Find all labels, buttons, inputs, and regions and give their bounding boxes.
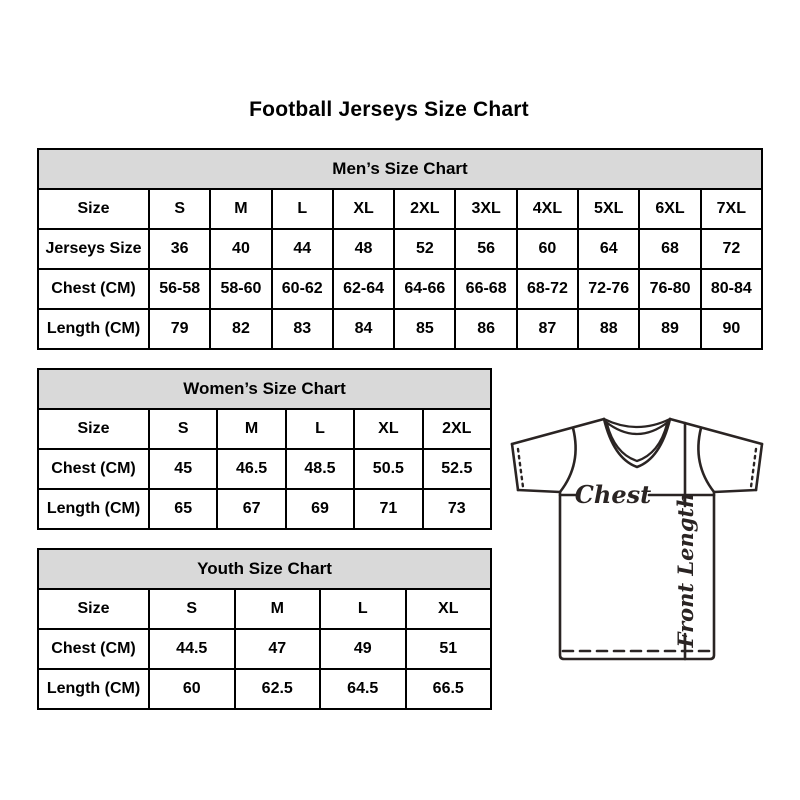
size-cell: XL: [354, 409, 422, 449]
size-cell: 52: [394, 229, 455, 269]
size-cell: 44: [272, 229, 333, 269]
size-cell: 45: [149, 449, 217, 489]
size-cell: M: [235, 589, 321, 629]
size-cell: 89: [639, 309, 700, 349]
size-cell: 49: [320, 629, 406, 669]
size-cell: S: [149, 189, 210, 229]
size-cell: 66-68: [455, 269, 516, 309]
row-label: Chest (CM): [38, 449, 149, 489]
page-title: Football Jerseys Size Chart: [249, 98, 529, 121]
size-cell: 71: [354, 489, 422, 529]
left-cuff-stitch: [518, 449, 523, 487]
size-cell: 7XL: [701, 189, 762, 229]
size-cell: S: [149, 589, 235, 629]
front-length-label: Front Length: [673, 492, 698, 648]
size-cell: 88: [578, 309, 639, 349]
size-cell: XL: [333, 189, 394, 229]
size-cell: 64: [578, 229, 639, 269]
table-row: [38, 269, 762, 309]
size-cell: 80-84: [701, 269, 762, 309]
row-label: Jerseys Size: [38, 229, 149, 269]
size-cell: L: [286, 409, 354, 449]
size-cell: 87: [517, 309, 578, 349]
jersey-outline-icon: [512, 419, 762, 659]
table-row: [38, 449, 491, 489]
size-cell: 48: [333, 229, 394, 269]
size-cell: 60-62: [272, 269, 333, 309]
mens-size-table: [37, 148, 763, 350]
size-cell: M: [210, 189, 271, 229]
size-cell: 60: [517, 229, 578, 269]
table-row: [38, 309, 762, 349]
size-cell: S: [149, 409, 217, 449]
size-cell: 76-80: [639, 269, 700, 309]
size-cell: 67: [217, 489, 285, 529]
jersey-diagram: [503, 404, 771, 666]
table-row: [38, 229, 762, 269]
size-cell: 4XL: [517, 189, 578, 229]
size-cell: 40: [210, 229, 271, 269]
size-cell: 64-66: [394, 269, 455, 309]
size-cell: 62.5: [235, 669, 321, 709]
table-row: [38, 409, 491, 449]
size-cell: 85: [394, 309, 455, 349]
womens-table-title: Women’s Size Chart: [38, 369, 491, 409]
row-label: Size: [38, 189, 149, 229]
size-cell: L: [320, 589, 406, 629]
size-cell: 73: [423, 489, 491, 529]
size-cell: 56: [455, 229, 516, 269]
size-cell: 68: [639, 229, 700, 269]
size-cell: 64.5: [320, 669, 406, 709]
size-cell: 52.5: [423, 449, 491, 489]
size-cell: L: [272, 189, 333, 229]
size-cell: 82: [210, 309, 271, 349]
size-cell: 2XL: [394, 189, 455, 229]
table-row: [38, 669, 491, 709]
size-cell: 51: [406, 629, 492, 669]
size-cell: M: [217, 409, 285, 449]
size-cell: 47: [235, 629, 321, 669]
size-cell: 50.5: [354, 449, 422, 489]
size-cell: 66.5: [406, 669, 492, 709]
table-row: [38, 589, 491, 629]
right-cuff-stitch: [751, 449, 756, 487]
womens-size-table: [37, 368, 492, 530]
size-cell: 56-58: [149, 269, 210, 309]
row-label: Size: [38, 409, 149, 449]
size-cell: 72: [701, 229, 762, 269]
size-cell: 60: [149, 669, 235, 709]
size-cell: 48.5: [286, 449, 354, 489]
size-cell: 44.5: [149, 629, 235, 669]
row-label: Length (CM): [38, 669, 149, 709]
size-cell: 46.5: [217, 449, 285, 489]
row-label: Length (CM): [38, 309, 149, 349]
size-cell: 84: [333, 309, 394, 349]
chest-label: Chest: [574, 480, 652, 509]
row-label: Chest (CM): [38, 629, 149, 669]
size-cell: 5XL: [578, 189, 639, 229]
youth-table-title: Youth Size Chart: [38, 549, 491, 589]
size-cell: 68-72: [517, 269, 578, 309]
row-label: Size: [38, 589, 149, 629]
row-label: Chest (CM): [38, 269, 149, 309]
size-cell: 69: [286, 489, 354, 529]
size-cell: 65: [149, 489, 217, 529]
size-cell: 79: [149, 309, 210, 349]
size-cell: 72-76: [578, 269, 639, 309]
size-cell: 2XL: [423, 409, 491, 449]
size-cell: 6XL: [639, 189, 700, 229]
size-cell: 86: [455, 309, 516, 349]
table-row: [38, 189, 762, 229]
size-cell: 90: [701, 309, 762, 349]
table-row: [38, 629, 491, 669]
size-cell: 83: [272, 309, 333, 349]
table-row: [38, 489, 491, 529]
row-label: Length (CM): [38, 489, 149, 529]
size-cell: 36: [149, 229, 210, 269]
size-cell: 3XL: [455, 189, 516, 229]
size-cell: 62-64: [333, 269, 394, 309]
youth-size-table: [37, 548, 492, 710]
mens-table-title: Men’s Size Chart: [38, 149, 762, 189]
size-cell: 58-60: [210, 269, 271, 309]
size-cell: XL: [406, 589, 492, 629]
